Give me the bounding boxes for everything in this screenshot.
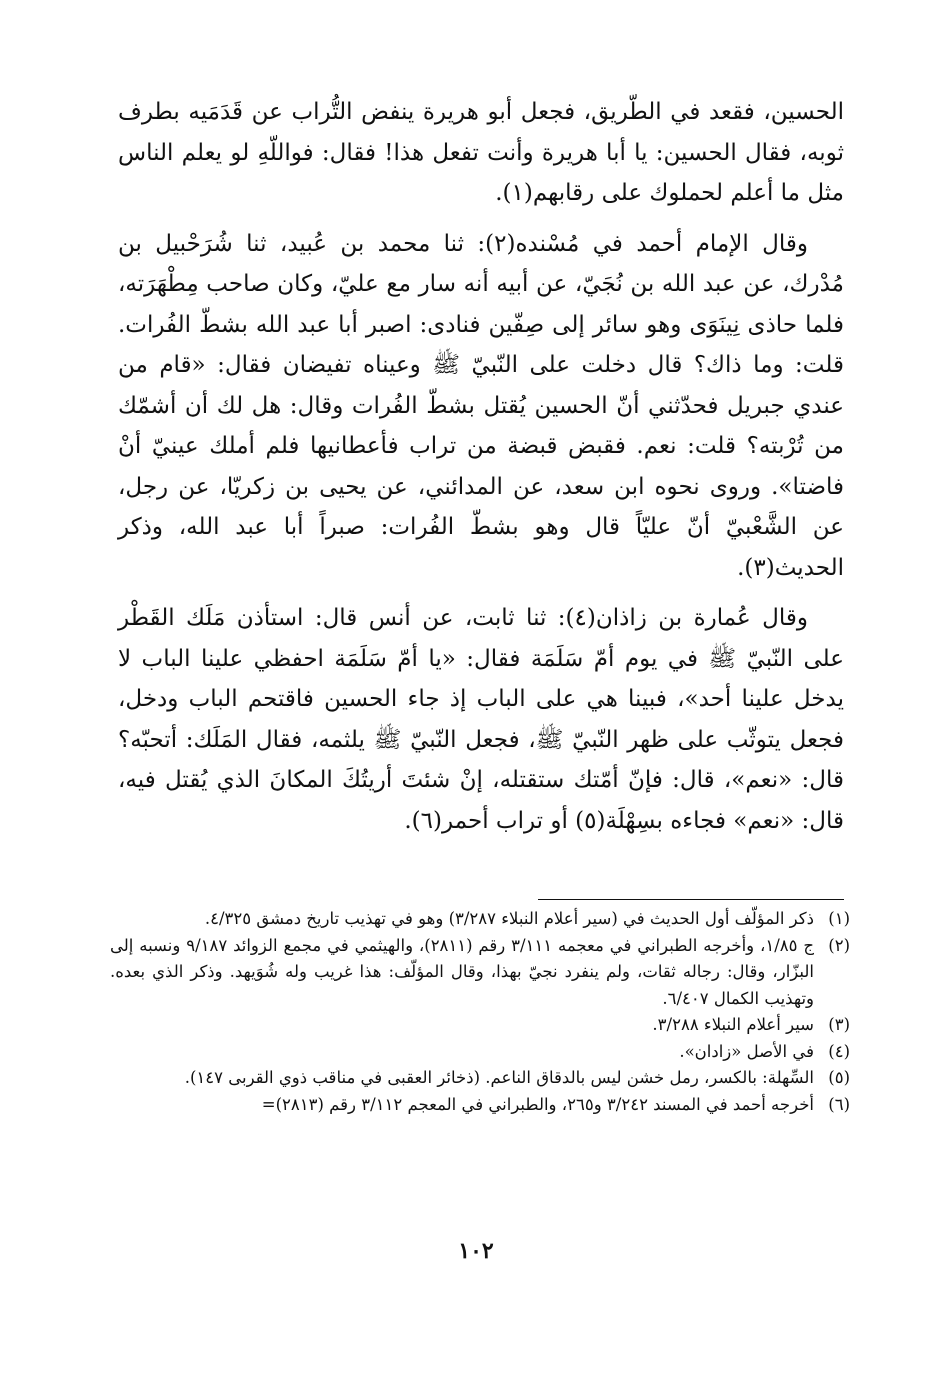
footnote-text: ج ١/٨٥، وأخرجه الطبراني في معجمه ٣/١١١ رقم (٢٨١١)، والهيثمي في مجمع الزوائد ٩/١٨٧ ونسبه إلى البزّار، وقال: رجاله ثقات، ولم ينفرد نجيّ بهذا، وقال المؤلّف: هذا غريب وله شُوَيهد. وذكر الذي بعده. وتهذيب الكمال ٦/٤٠٧.	[110, 935, 814, 1008]
footnote-text: سير أعلام النبلاء ٣/٢٨٨.	[652, 1015, 814, 1034]
footnote	[110, 1065, 850, 1092]
page-number: ١٠٢	[458, 1238, 494, 1264]
footnote-number: (١)	[828, 909, 850, 928]
main-text	[118, 92, 844, 841]
footnotes	[110, 906, 850, 1118]
footnote	[110, 1092, 850, 1119]
footnote-number: (٤)	[828, 1041, 850, 1061]
paragraph: وقال عُمارة بن زاذان(٤): ثنا ثابت، عن أنس قال: استأذن مَلَك القَطْر على النّبيّ ﷺ في يوم أمّ سَلَمَة فقال: «يا أمّ سَلَمَة احفظي علينا الباب لا يدخل علينا أحد»، فبينا هي على الباب إذ جاء الحسين فاقتحم الباب ودخل، فجعل يتوثّب على ظهر النّبيّ ﷺ، فجعل النّبيّ ﷺ يلثمه، فقال المَلَك: أتحبّه؟ قال: «نعم»، قال: فإنّ أمّتك ستقتله، إنْ شئتَ أريتُكَ المكانَ الذي يُقتل فيه، قال: «نعم» فجاءه بسِهْلَة(٥) أو تراب أحمر(٦).	[118, 605, 844, 834]
footnote-text: السِّهلة: بالكسر، رمل خشن ليس بالدقاق الناعم. (ذخائر العقبى في مناقب ذوي القربى ١٤٧).	[184, 1068, 814, 1087]
footnote-number: (٢)	[828, 935, 850, 955]
footnote	[110, 1039, 850, 1066]
footnote-number: (٦)	[828, 1094, 850, 1114]
footnote-text: في الأصل «زادان».	[679, 1041, 814, 1061]
footnote-separator	[538, 899, 844, 900]
footnote-number: (٣)	[828, 1015, 850, 1034]
footnote	[110, 933, 850, 1013]
footnote-number: (٥)	[828, 1068, 850, 1087]
paragraph: وقال الإمام أحمد في مُسْنده(٢): ثنا محمد بن عُبيد، ثنا شُرَحْبيل بن مُدْرك، عن عبد الله بن نُجَيّ، عن أبيه أنه سار مع عليّ، وكان صاحب مِطْهَرَته، فلما حاذى نِينَوَى وهو سائر إلى صِفّين فنادى: اصبر أبا عبد الله بشطّ الفُرات. قلت: وما ذاك؟ قال دخلت على النّبيّ ﷺ وعيناه تفيضان فقال: «قام من عندي جبريل فحدّثني أنّ الحسين يُقتل بشطّ الفُرات وقال: هل لك أن أشمّك من تُرْبته؟ قلت: نعم. فقبض قبضة من تراب فأعطانيها فلم أملك عينيّ أنْ فاضتا». وروى نحوه ابن سعد، عن المدائني، عن يحيى بن زكريّا، عن رجل، عن الشَّعْبيّ أنّ عليّاً قال وهو بشطّ الفُرات: صبراً أبا عبد الله، وذكر الحديث(٣).	[118, 230, 844, 581]
footnote	[110, 906, 850, 933]
footnote	[110, 1012, 850, 1039]
footnote-text: ذكر المؤلّف أول الحديث في (سير أعلام النبلاء ٣/٢٨٧) وهو في تهذيب تاريخ دمشق ٤/٣٢٥.	[204, 909, 814, 928]
paragraph: الحسين، فقعد في الطّريق، فجعل أبو هريرة ينفض التُّراب عن قَدَمَيه بطرف ثوبه، فقال الحسين: يا أبا هريرة وأنت تفعل هذا! فقال: فواللّهِ لو يعلم الناس مثل ما أعلم لحملوك على رقابهم(١).	[118, 99, 844, 206]
footnote-text: أخرجه أحمد في المسند ٣/٢٤٢ و٢٦٥، والطبراني في المعجم ٣/١١٢ رقم (٢٨١٣)=	[261, 1094, 814, 1114]
